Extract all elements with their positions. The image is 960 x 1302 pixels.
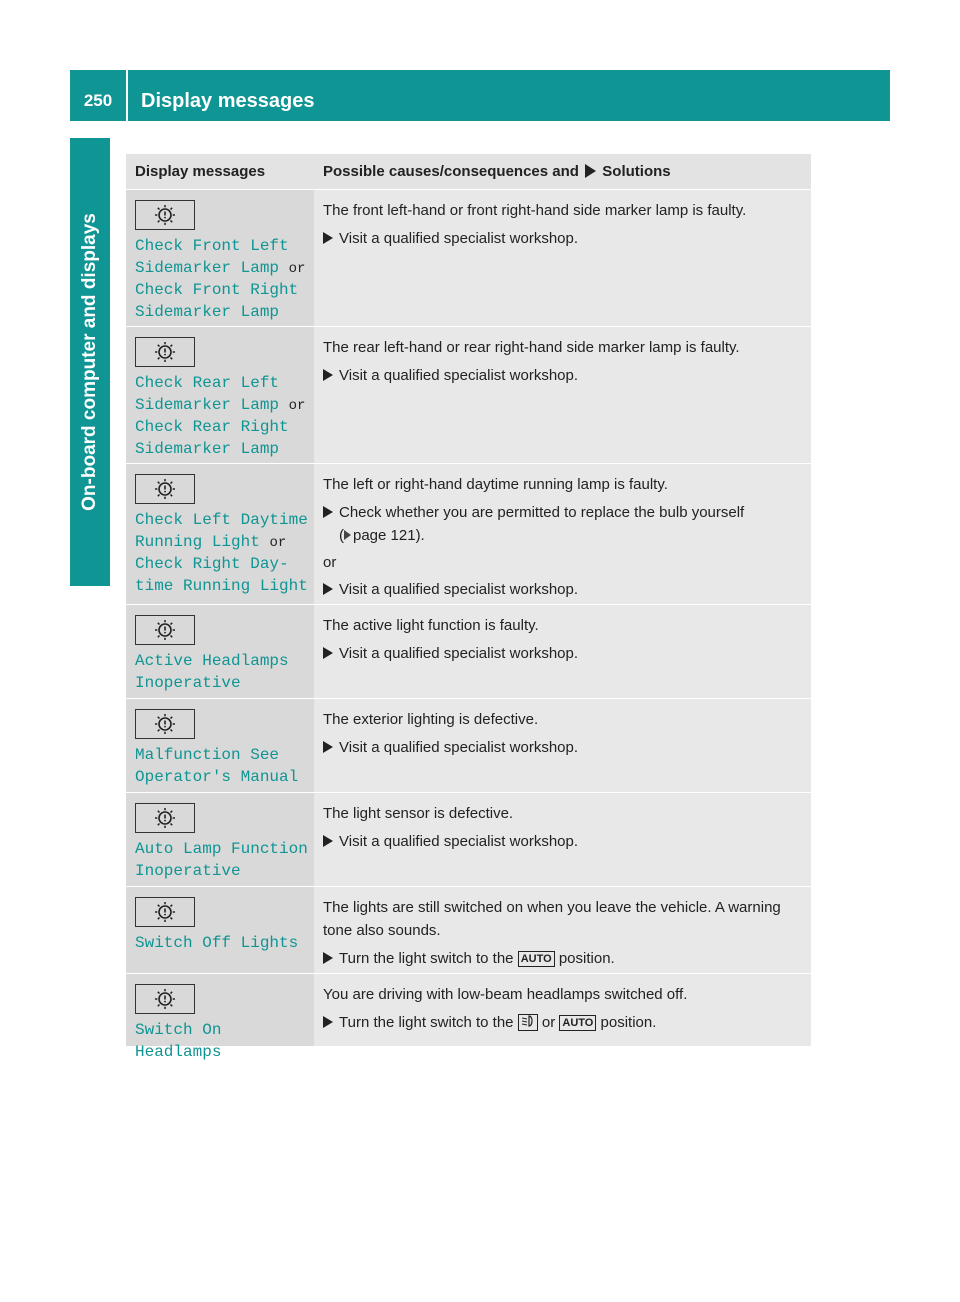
cause-text: You are driving with low-beam headlamps switched off. bbox=[323, 986, 688, 1003]
message-cell bbox=[126, 190, 314, 326]
exterior-light-warning-icon bbox=[135, 337, 195, 367]
display-message-text: Switch On Headlamps bbox=[135, 1021, 222, 1061]
cause-text: The lights are still switched on when you leave the vehicle. A warning tone also sounds. bbox=[323, 899, 781, 939]
solution-item: Visit a qualified specialist workshop. bbox=[323, 227, 805, 250]
exterior-light-warning-icon bbox=[135, 200, 195, 230]
table-row bbox=[126, 887, 811, 974]
solution-item: Visit a qualified specialist workshop. bbox=[323, 830, 805, 853]
arrow-icon bbox=[585, 164, 596, 178]
table-row bbox=[126, 464, 811, 605]
table-row bbox=[126, 974, 811, 1061]
arrow-icon bbox=[323, 369, 333, 381]
exterior-light-warning-icon bbox=[135, 803, 195, 833]
column-header-causes-solutions bbox=[314, 154, 811, 189]
message-cell bbox=[126, 699, 314, 792]
message-cell bbox=[126, 793, 314, 886]
auto-light-position-icon: AUTO bbox=[559, 1015, 596, 1031]
header-causes-text: Possible causes/consequences and bbox=[323, 163, 579, 180]
header-solutions-text: Solutions bbox=[602, 163, 671, 180]
exterior-light-warning-icon bbox=[135, 709, 195, 739]
cause-text: The left or right-hand daytime running lamp is faulty. bbox=[323, 476, 668, 493]
cause-solution-cell bbox=[314, 699, 811, 792]
arrow-icon bbox=[323, 232, 333, 244]
display-messages-table bbox=[126, 154, 811, 1061]
solution-item: Visit a qualified specialist workshop. bbox=[323, 642, 805, 665]
display-message-text: Switch Off Lights bbox=[135, 934, 299, 952]
display-message-text: Check Front Left Sidemarker Lamp or Check Front Right Sidemarker Lamp bbox=[135, 237, 306, 321]
header-divider bbox=[126, 70, 128, 121]
display-message-text: Check Left Daytime Running Light or Check Right Day‐ time Running Light bbox=[135, 511, 308, 595]
display-message-text: Active Headlamps Inoperative bbox=[135, 652, 289, 692]
cause-solution-cell bbox=[314, 793, 811, 886]
message-cell bbox=[126, 887, 314, 973]
display-message-text: Malfunction See Operator's Manual bbox=[135, 746, 299, 786]
table-row bbox=[126, 605, 811, 699]
solution-item: Visit a qualified specialist workshop. bbox=[323, 736, 805, 759]
arrow-icon bbox=[323, 506, 333, 518]
exterior-light-warning-icon bbox=[135, 615, 195, 645]
solution-item: Visit a qualified specialist workshop. bbox=[323, 364, 805, 387]
solution-item: Check whether you are permitted to replace the bulb yourself ( page 121). bbox=[323, 501, 805, 547]
display-message-text: Auto Lamp Function Inoperative bbox=[135, 840, 308, 880]
arrow-icon bbox=[323, 647, 333, 659]
cause-solution-cell bbox=[314, 464, 811, 604]
or-text: or bbox=[323, 554, 337, 571]
low-beam-icon bbox=[518, 1014, 538, 1031]
cause-text: The active light function is faulty. bbox=[323, 617, 539, 634]
message-cell bbox=[126, 974, 314, 1061]
arrow-icon bbox=[323, 1016, 333, 1028]
column-header-display-messages: Display messages bbox=[135, 163, 266, 180]
section-side-tab bbox=[70, 138, 110, 586]
solution-item: Turn the light switch to the AUTO position. bbox=[323, 947, 805, 970]
cause-text: The front left-hand or front right-hand side marker lamp is faulty. bbox=[323, 202, 747, 219]
arrow-icon bbox=[323, 583, 333, 595]
table-row bbox=[126, 327, 811, 464]
table-row bbox=[126, 699, 811, 793]
arrow-icon bbox=[323, 741, 333, 753]
exterior-light-warning-icon bbox=[135, 474, 195, 504]
cause-solution-cell bbox=[314, 190, 811, 326]
exterior-light-warning-icon bbox=[135, 984, 195, 1014]
cause-solution-cell bbox=[314, 974, 811, 1046]
message-cell bbox=[126, 464, 314, 604]
cause-text: The light sensor is defective. bbox=[323, 805, 514, 822]
auto-light-position-icon: AUTO bbox=[518, 951, 555, 967]
table-row bbox=[126, 190, 811, 327]
exterior-light-warning-icon bbox=[135, 897, 195, 927]
solution-item: Turn the light switch to the or AUTO position. bbox=[323, 1011, 805, 1034]
table-header bbox=[126, 154, 811, 190]
cause-solution-cell bbox=[314, 605, 811, 698]
cause-solution-cell bbox=[314, 887, 811, 973]
message-cell bbox=[126, 327, 314, 463]
page-title: Display messages bbox=[141, 90, 315, 112]
arrow-icon bbox=[323, 835, 333, 847]
table-row bbox=[126, 793, 811, 887]
solution-item: Visit a qualified specialist workshop. bbox=[323, 578, 805, 601]
cause-solution-cell bbox=[314, 327, 811, 463]
display-message-text: Check Rear Left Sidemarker Lamp or Check Rear Right Sidemarker Lamp bbox=[135, 374, 306, 458]
cause-text: The rear left-hand or rear right-hand side marker lamp is faulty. bbox=[323, 339, 740, 356]
message-cell bbox=[126, 605, 314, 698]
page-reference-icon bbox=[344, 530, 351, 540]
arrow-icon bbox=[323, 952, 333, 964]
section-label: On-board computer and displays bbox=[79, 213, 100, 511]
cause-text: The exterior lighting is defective. bbox=[323, 711, 539, 728]
page-number: 250 bbox=[83, 91, 113, 110]
